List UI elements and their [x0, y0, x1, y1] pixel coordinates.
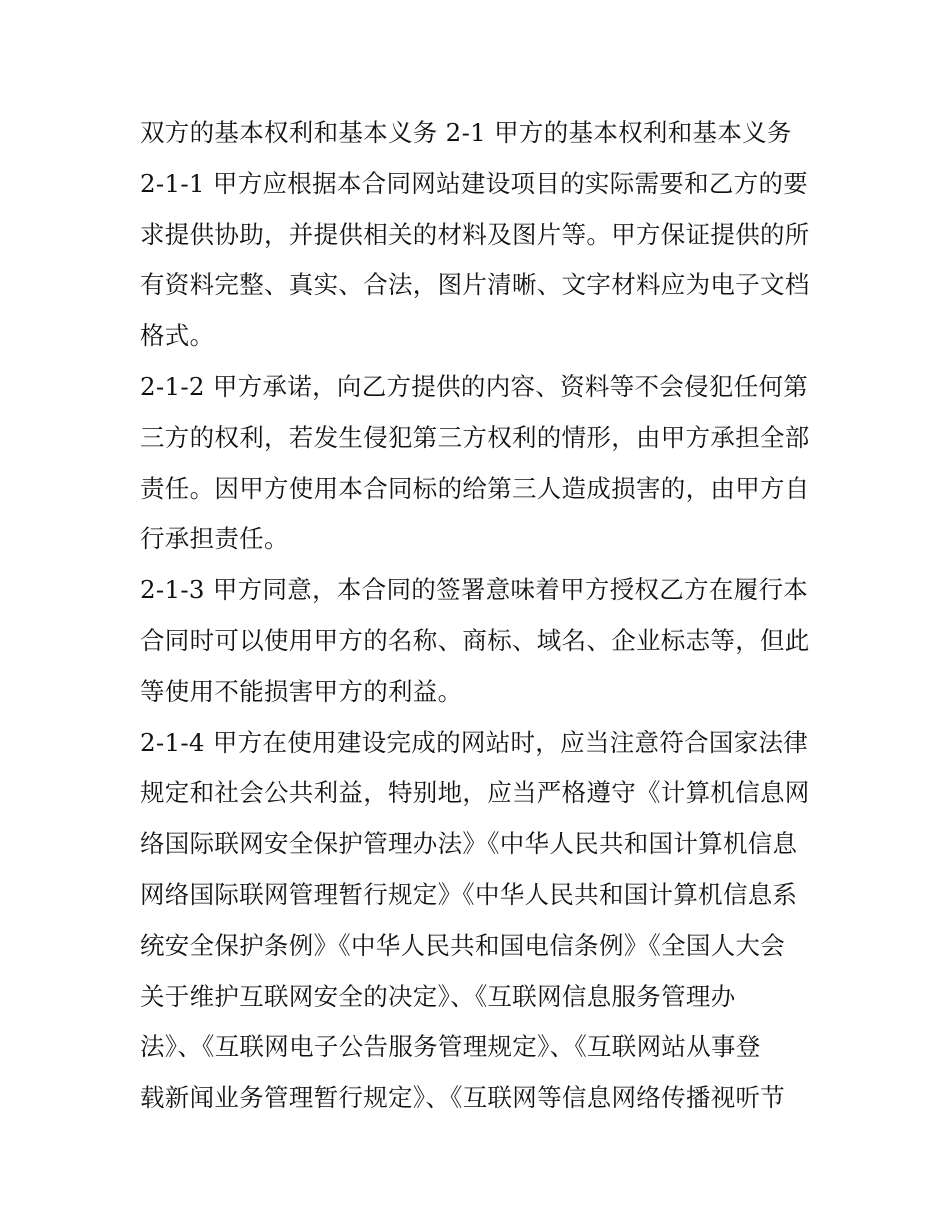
text-line: 法》、《互联网电子公告服务管理规定》、《互联网站从事登: [140, 1032, 761, 1062]
text-line: 求提供协助，并提供相关的材料及图片等。甲方保证提供的所: [140, 219, 810, 249]
document-body: [140, 108, 820, 1124]
text-line: 关于维护互联网安全的决定》、《互联网信息服务管理办: [140, 981, 736, 1011]
text-line: 责任。因甲方使用本合同标的给第三人造成损害的，由甲方自: [140, 473, 810, 503]
text-line: 2-1-2 甲方承诺，向乙方提供的内容、资料等不会侵犯任何第: [140, 371, 809, 401]
text-line: 2-1-3 甲方同意，本合同的签署意味着甲方授权乙方在履行本: [140, 575, 809, 605]
text-line: 合同时可以使用甲方的名称、商标、域名、企业标志等，但此: [140, 625, 810, 655]
text-line: 2-1-4 甲方在使用建设完成的网站时，应当注意符合国家法律: [140, 727, 809, 757]
text-line: 规定和社会公共利益，特别地，应当严格遵守《计算机信息网: [140, 778, 810, 808]
text-line: 有资料完整、真实、合法，图片清晰、文字材料应为电子文档: [140, 270, 810, 300]
text-line: 格式。: [140, 321, 215, 351]
text-line: 网络国际联网管理暂行规定》《中华人民共和国计算机信息系: [140, 879, 798, 909]
text-line: 双方的基本权利和基本义务 2-1 甲方的基本权利和基本义务: [140, 118, 792, 147]
text-line: 三方的权利，若发生侵犯第三方权利的情形，由甲方承担全部: [140, 422, 810, 452]
text-line: 行承担责任。: [140, 524, 289, 554]
text-line: 载新闻业务管理暂行规定》、《互联网等信息网络传播视听节: [140, 1083, 786, 1113]
text-line: 等使用不能损害甲方的利益。: [140, 676, 463, 706]
text-line: 2-1-1 甲方应根据本合同网站建设项目的实际需要和乙方的要: [140, 168, 809, 198]
text-line: 统安全保护条例》《中华人民共和国电信条例》《全国人大会: [140, 930, 786, 960]
text-line: 络国际联网安全保护管理办法》《中华人民共和国计算机信息: [140, 829, 798, 859]
